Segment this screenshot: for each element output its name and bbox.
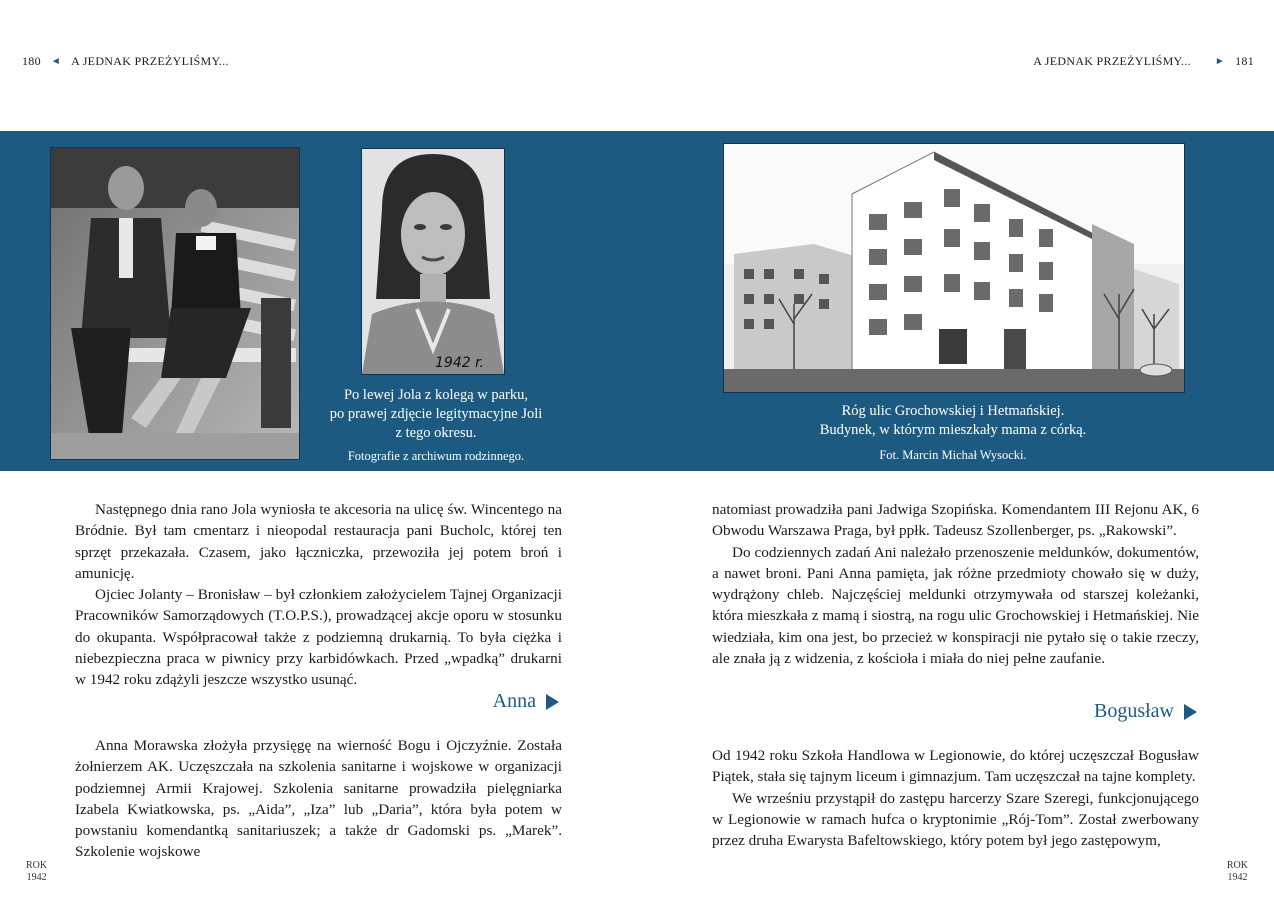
running-head-left [22,54,229,69]
photo-inscription: 1942 r. [435,355,484,371]
caption-right [778,402,1128,465]
paragraph: Od 1942 roku Szkoła Handlowa w Legionowie, do której uczęszczał Bogusław Piątek, stała się tajnym liceum i gimnazjum. Tam uczęszczał na tajne komplety. [712,747,1199,786]
section-heading-anna [493,690,559,713]
year-tag-right [1227,860,1248,884]
caption-line: Budynek, w którym mieszkały mama z córką. [819,422,1087,438]
year-word: ROK [26,860,48,871]
section-text-boguslaw [712,745,1199,851]
year-word: ROK [1226,860,1248,871]
caption-line: Po lewej Jola z kolegą w parku, [343,387,529,403]
paragraph: Anna Morawska złożyła przysięgę na wierność Bogu i Ojczyźnie. Została żołnierzem AK. Uczęszczała na szkolenia sanitarne i wojskowe w organizacji podziemnej Armii Krajowej. Szkolenia sanitarne prowadziła pielęgniarka Izabela Kwiatkowska, ps. „Aida”, „Iza” lub „Daria”, która była potem w powstaniu komendantką sanitariuszek; a także dr Gadomski ps. „Marek”. Szkolenie wojskowe [75,737,562,861]
paragraph: Do codziennych zadań Ani należało przenoszenie meldunków, dokumentów, a nawet broni. Pani Anna pamięta, jak różne przedmioty chowało się w duży, wydrążony chleb. Najczęściej meldunki otrzymywała od starszej koleżanki, która mieszkała z mamą i siostrą, na rogu ulic Grochowskiej i Hetmańskiej. Nie wiedziała, kim ona jest, bo przecież w konspiracji nie pytało się o takie rzeczy, ale znała ją z widzenia, z kościoła i miała do niej pełne zaufanie. [712,543,1199,668]
running-title: A JEDNAK PRZEŻYLIŚMY... [1033,54,1191,68]
body-text-right [712,499,1199,669]
section-text-anna [75,735,562,863]
triangle-right-icon: ► [1214,56,1226,67]
photo-building [723,143,1185,393]
caption-line: Róg ulic Grochowskiej i Hetmańskiej. [841,403,1065,419]
paragraph: Następnego dnia rano Jola wyniosła te akcesoria na ulicę św. Wincentego na Bródnie. Był tam cmentarz i nieopodal restauracja pani Bucholc, której ten sprzęt przekazała. Czasem, jako łączniczka, przewoziła jej potem broń i amunicję. [75,501,562,582]
page-number: 181 [1235,54,1254,68]
page-number: 180 [22,54,41,68]
paragraph: natomiast prowadziła pani Jadwiga Szopińska. Komendantem III Rejonu AK, 6 Obwodu Warszawa Praga, był ppłk. Tadeusz Szollenberger, ps. „Rakowski”. [712,501,1199,540]
photo-portrait [361,148,505,375]
paragraph: Ojciec Jolanty – Bronisław – był członkiem założycielem Tajnej Organizacji Pracowników Samorządowych (T.O.P.S.), prowadzącej akcje oporu w stosunku do okupanta. Współpracował także z podziemną drukarnią. To była ciężka i niebezpieczna praca w piwnicy przy karbidówkach. Przed „wpadką” drukarni w 1942 roku zdążyli jeszcze wszystko usunąć. [75,586,562,689]
triangle-left-icon: ◄ [50,56,62,67]
year-value: 1942 [26,872,47,883]
year-value: 1942 [1227,872,1248,883]
photo-couple-on-bench [50,147,300,460]
section-title: Anna [492,690,536,712]
triangle-right-icon [546,694,559,710]
caption-line: po prawej zdjęcie legitymacyjne Joli [329,406,543,422]
running-head-right [1033,54,1254,69]
year-tag-left [26,860,47,884]
caption-line: z tego okresu. [395,425,477,441]
caption-credit: Fot. Marcin Michał Wysocki. [879,448,1027,462]
body-text-left [75,499,562,691]
triangle-right-icon [1184,704,1197,720]
right-page [637,0,1274,900]
caption-credit: Fotografie z archiwum rodzinnego. [347,449,525,463]
section-heading-boguslaw [1094,700,1197,723]
section-title: Bogusław [1094,700,1174,722]
paragraph: We wrześniu przystąpił do zastępu harcerzy Szare Szeregi, funkcjonującego w Legionowie w ramach hufca o kryptonimie „Rój-Tom”. Został zwerbowany przez druha Ewarysta Bafeltowskiego, który potem był jego zastępowym, [712,789,1199,850]
caption-left [318,386,554,466]
running-title: A JEDNAK PRZEŻYLIŚMY... [71,54,229,68]
